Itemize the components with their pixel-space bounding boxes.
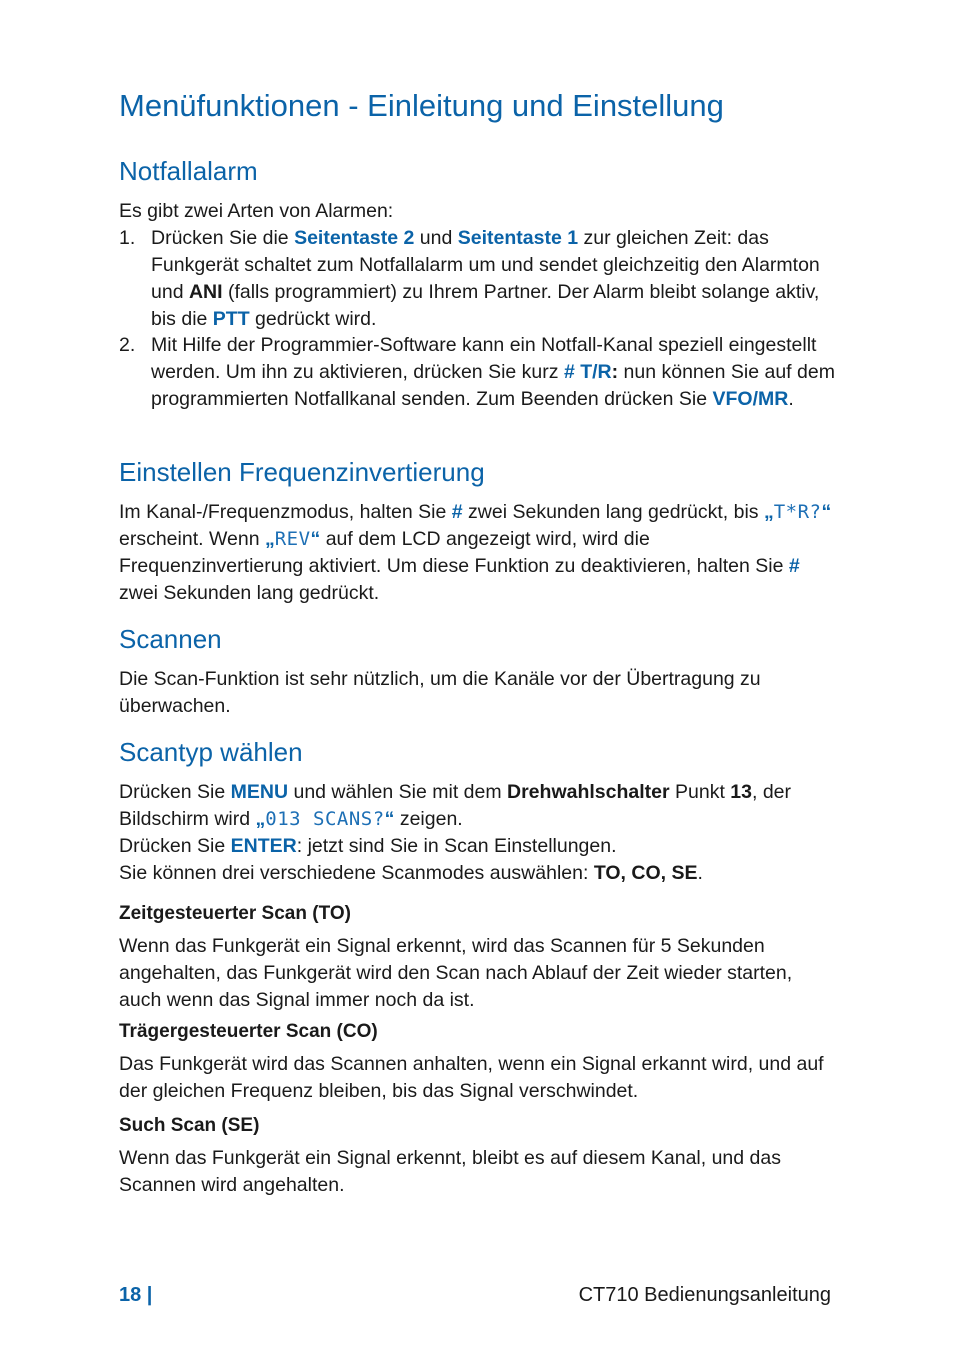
heading-traegergesteuerter-scan: Trägergesteuerter Scan (CO) xyxy=(119,1021,378,1042)
list-number: 1. xyxy=(119,227,136,249)
page-number: 18 | xyxy=(119,1284,153,1306)
scantyp-text: Drücken Sie MENU und wählen Sie mit dem Drehwahlschalter Punkt 13, der Bildschirm wird „013 SCANS?“ zeigen. Drücken Sie ENTER: jetzt sind Sie in Scan Einstellungen. Sie können drei verschiedene Scanmodes auswählen: TO, CO, SE. xyxy=(119,781,792,884)
traegergesteuerter-scan-text: Das Funkgerät wird das Scannen anhalten, wenn ein Signal erkannt wird, und auf der gleichen Frequenz bleiben, bis das Signal verschwindet. xyxy=(119,1053,824,1102)
list-item-2 xyxy=(119,332,835,413)
page-title: Menüfunktionen - Einleitung und Einstellung xyxy=(119,88,724,123)
key-menu: MENU xyxy=(230,781,289,803)
list-number: 2. xyxy=(119,334,136,356)
lcd-text-scans: 013 SCANS? xyxy=(265,808,385,830)
document-title: CT710 Bedienungsanleitung xyxy=(578,1284,831,1306)
heading-notfallalarm: Notfallalarm xyxy=(119,156,258,186)
key-drehwahlschalter: Drehwahlschalter xyxy=(507,781,670,803)
scannen-text: Die Scan-Funktion ist sehr nützlich, um die Kanäle vor der Übertragung zu überwachen. xyxy=(119,668,761,717)
key-hash: # xyxy=(451,501,463,523)
heading-zeitgesteuerter-scan: Zeitgesteuerter Scan (TO) xyxy=(119,903,351,924)
zeitgesteuerter-scan-text: Wenn das Funkgerät ein Signal erkennt, wird das Scannen für 5 Sekunden angehalten, das Funkgerät wird den Scan nach Ablauf der Zeit wieder starten, auch wenn das Signal immer noch da ist. xyxy=(119,935,793,1011)
key-t-r: # T/R xyxy=(563,361,612,383)
key-ptt: PTT xyxy=(212,308,250,330)
key-hash: # xyxy=(788,555,800,577)
heading-scannen: Scannen xyxy=(119,624,222,654)
key-enter: ENTER xyxy=(230,835,297,857)
lcd-text-rev: REV xyxy=(274,528,311,550)
heading-scantyp: Scantyp wählen xyxy=(119,737,303,767)
lcd-text-tr: T*R? xyxy=(773,501,822,523)
heading-frequenzinvertierung: Einstellen Frequenzinvertierung xyxy=(119,457,485,487)
heading-such-scan: Such Scan (SE) xyxy=(119,1115,260,1136)
key-seitentaste-2: Seitentaste 2 xyxy=(294,227,415,249)
key-ani: ANI xyxy=(188,281,223,303)
list-text: Drücken Sie die Seitentaste 2 und Seitentaste 1 zur gleichen Zeit: das Funkgerät schaltet zum Notfallalarm um und sendet gleichzeitig den Alarmton und ANI (falls programmiert) zu Ihrem Partner. Der Alarm bleibt solange aktiv, bis die PTT gedrückt wird. xyxy=(151,227,820,330)
key-vfo-mr: VFO/MR xyxy=(712,388,789,410)
key-seitentaste-1: Seitentaste 1 xyxy=(457,227,579,249)
list-item-1 xyxy=(119,225,835,333)
notfallalarm-intro: Es gibt zwei Arten von Alarmen: xyxy=(119,200,394,222)
list-text: Mit Hilfe der Programmier-Software kann ein Notfall-Kanal speziell eingestellt werden. Um ihn zu aktivieren, drücken Sie kurz # T/R: nun können Sie auf dem programmierten Notfallkanal senden. Zum Beenden drücken Sie VFO/MR. xyxy=(151,334,835,410)
frequenzinvertierung-text: Im Kanal-/Frequenzmodus, halten Sie # zwei Sekunden lang gedrückt, bis „T*R?“ erscheint. Wenn „REV“ auf dem LCD angezeigt wird, wird die Frequenzinvertierung aktiviert. Um diese Funktion zu deaktivieren, halten Sie # zwei Sekunden lang gedrückt. xyxy=(119,501,832,604)
scan-modes: TO, CO, SE xyxy=(593,862,698,884)
such-scan-text: Wenn das Funkgerät ein Signal erkennt, bleibt es auf diesem Kanal, und das Scannen wird angehalten. xyxy=(119,1147,781,1196)
